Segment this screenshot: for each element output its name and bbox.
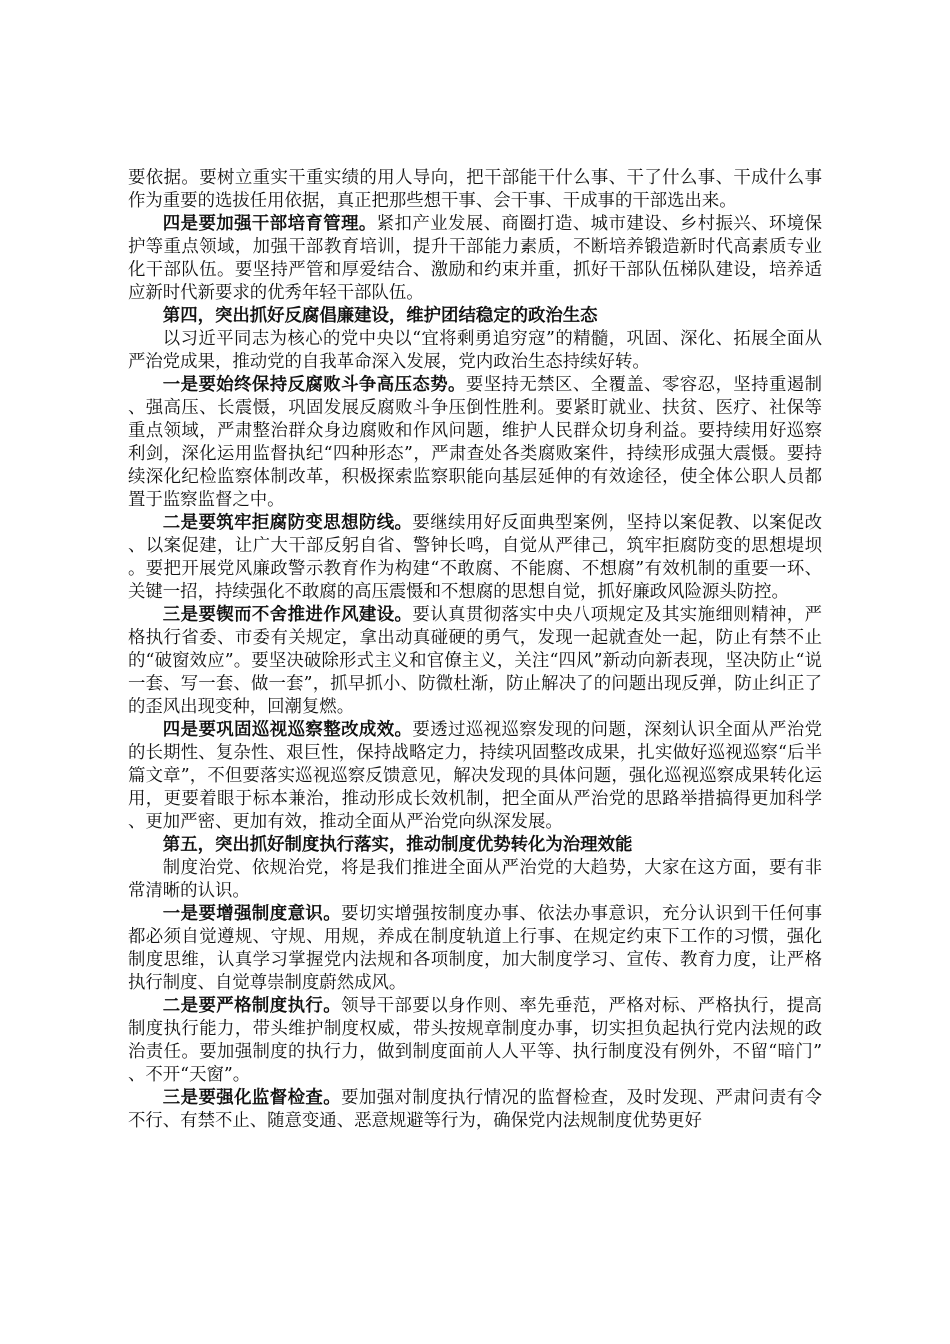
paragraph-text: 要继续用好反面典型案例，坚持以案促教、以案促改、以案促建，让广大干部反躬自省、警钟长鸣，自觉从严律己，筑牢拒腐防变的思想堤坝。要把开展党风廉政警示教育作为构建“不敢腐、不能腐、不想腐”有效机制的重要一环、关键一招，持续强化不敢腐的高压震慑和不想腐的思想自觉，抓好廉政风险源头防控。 (128, 513, 822, 602)
paragraph-item (128, 213, 822, 305)
paragraph-item (128, 903, 822, 995)
paragraph-text: 以习近平同志为核心的党中央以“宜将剩勇追穷寇”的精髓，巩固、深化、拓展全面从严治党成果，推动党的自我革命深入发展，党内政治生态持续好转。 (128, 329, 822, 372)
paragraph-lead: 三是要强化监督检查。 (162, 1088, 342, 1108)
section-heading-text: 第四，突出抓好反腐倡廉建设，维护团结稳定的政治生态 (162, 306, 598, 326)
paragraph-lead: 四是要巩固巡视巡察整改成效。 (162, 720, 413, 740)
paragraph-lead: 四是要加强干部培育管理。 (162, 214, 377, 234)
paragraph-item (128, 374, 822, 512)
paragraph-text: 紧扣产业发展、商圈打造、城市建设、乡村振兴、环境保护等重点领域，加强干部教育培训，提升干部能力素质，不断培养锻造新时代高素质专业化干部队伍。要坚持严管和厚爱结合、激励和约束并重，抓好干部队伍梯队建设，培养适应新时代新要求的优秀年轻干部队伍。 (128, 214, 822, 303)
paragraph-text: 要坚持无禁区、全覆盖、零容忍，坚持重遏制、强高压、长震慑，巩固发展反腐败斗争压倒性胜利。要紧盯就业、扶贫、医疗、社保等重点领域，严肃整治群众身边腐败和作风问题，维护人民群众切身利益。要持续用好巡察利剑，深化运用监督执纪“四种形态”，严肃查处各类腐败案件，持续形成强大震慑。要持续深化纪检监察体制改革，积极探索监察职能向基层延伸的有效途径，使全体公职人员都置于监察监督之中。 (128, 375, 822, 510)
paragraph-lead: 三是要锲而不舍推进作风建设。 (162, 605, 413, 625)
paragraph-lead: 二是要筑牢拒腐防变思想防线。 (162, 513, 413, 533)
paragraph-item (128, 1087, 822, 1133)
paragraph-item (128, 995, 822, 1087)
paragraph-text: 要认真贯彻落实中央八项规定及其实施细则精神，严格执行省委、市委有关规定，拿出动真碰硬的勇气，发现一起就查处一起，防止有禁不止的“破窗效应”。要坚决破除形式主义和官僚主义，关注“四风”新动向新表现，坚决防止“说一套、写一套、做一套”，抓早抓小、防微杜渐，防止解决了的问题出现反弹，防止纠正了的歪风出现变种，回潮复燃。 (128, 605, 822, 717)
paragraph-text: 要依据。要树立重实干重实绩的用人导向，把干部能干什么事、干了什么事、干成什么事作为重要的选拔任用依据，真正把那些想干事、会干事、干成事的干部选出来。 (128, 168, 822, 211)
paragraph-text: 制度治党、依规治党，将是我们推进全面从严治党的大趋势，大家在这方面，要有非常清晰的认识。 (128, 858, 822, 901)
paragraph-text: 要切实增强按制度办事、依法办事意识，充分认识到干任何事都必须自觉遵规、守规、用规，养成在制度轨道上行事、在规定约束下工作的习惯，强化制度思维，认真学习掌握党内法规和各项制度，加大制度学习、宣传、教育力度，让严格执行制度、自觉尊崇制度蔚然成风。 (128, 904, 822, 993)
section-heading (128, 305, 822, 328)
paragraph-lead: 一是要增强制度意识。 (162, 904, 342, 924)
paragraph-text: 领导干部要以身作则、率先垂范，严格对标、严格执行，提高制度执行能力，带头维护制度权威，带头按规章制度办事，切实担负起执行党内法规的政治责任。要加强制度的执行力，做到制度面前人人平等、执行制度没有例外，不留“暗门”、不开“天窗”。 (128, 996, 822, 1085)
paragraph-item (128, 719, 822, 834)
section-heading-text: 第五，突出抓好制度执行落实，推动制度优势转化为治理效能 (162, 835, 633, 855)
paragraph-item (128, 512, 822, 604)
paragraph-lead: 二是要严格制度执行。 (162, 996, 342, 1016)
section-heading (128, 834, 822, 857)
paragraph-body (128, 857, 822, 903)
document-page (128, 167, 822, 1133)
paragraph-body (128, 328, 822, 374)
paragraph-text: 要加强对制度执行情况的监督检查，及时发现、严肃问责有令不行、有禁不止、随意变通、恶意规避等行为，确保党内法规制度优势更好 (128, 1088, 822, 1131)
paragraph-lead: 一是要始终保持反腐败斗争高压态势。 (162, 375, 466, 395)
paragraph-text: 要透过巡视巡察发现的问题，深刻认识全面从严治党的长期性、复杂性、艰巨性，保持战略定力，持续巩固整改成果，扎实做好巡视巡察“后半篇文章”，不但要落实巡视巡察反馈意见，解决发现的具体问题，强化巡视巡察成果转化运用，更要着眼于标本兼治，推动形成长效机制，把全面从严治党的思路举措搞得更加科学、更加严密、更加有效，推动全面从严治党向纵深发展。 (128, 720, 822, 832)
paragraph-continuation (128, 167, 822, 213)
paragraph-item (128, 604, 822, 719)
